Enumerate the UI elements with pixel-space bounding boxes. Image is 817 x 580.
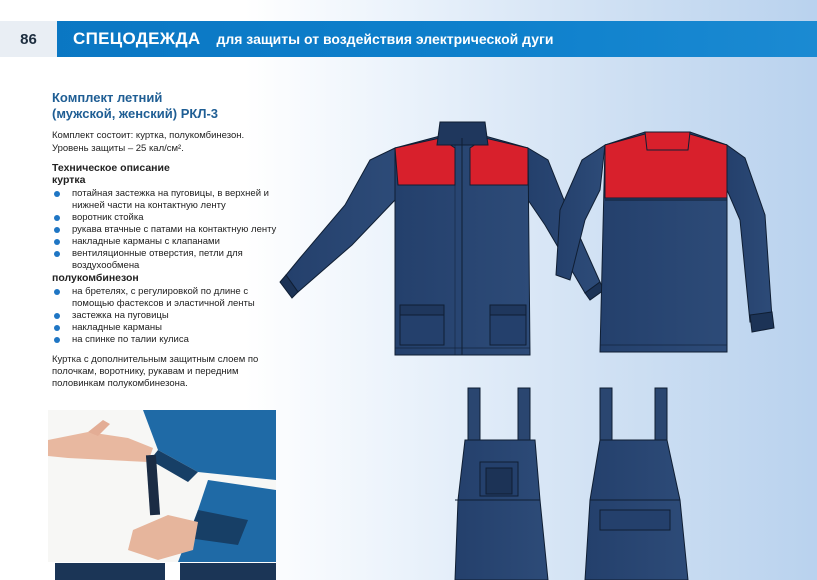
- section-title: СПЕЦОДЕЖДА: [73, 29, 201, 48]
- tech-heading: Техническое описание: [52, 162, 170, 174]
- list-item: накладные карманы: [52, 322, 292, 334]
- protection-line: Уровень защиты – 25 кал/см².: [52, 142, 184, 154]
- overall-back-illustration: [585, 388, 688, 580]
- list-item: вентиляционные отверстия, петли для воздухообмена: [52, 248, 292, 272]
- jacket-heading: куртка: [52, 174, 86, 186]
- list-item: воротник стойка: [52, 212, 292, 224]
- section-subtitle: для защиты от воздействия электрической дуги: [216, 31, 554, 47]
- list-item: на спинке по талии кулиса: [52, 334, 292, 346]
- jacket-front-illustration: [280, 122, 604, 355]
- product-title-line1: Комплект летний: [52, 90, 163, 105]
- list-item: на бретелях, с регулировкой по длине с помощью фастексов и эластичной ленты: [52, 286, 292, 310]
- list-item: застежка на пуговицы: [52, 310, 292, 322]
- overall-front-illustration: [455, 388, 548, 580]
- composition-line: Комплект состоит: куртка, полукомбинезон.: [52, 130, 245, 141]
- list-item: рукава втачные с патами на контактную ленту: [52, 224, 292, 236]
- page-number: 86: [0, 21, 57, 57]
- list-item: накладные карманы с клапанами: [52, 236, 292, 248]
- note-text: Куртка с дополнительным защитным слоем по полочкам, воротнику, рукавам и передним половинкам полукомбинезона.: [52, 354, 259, 389]
- overall-heading: полукомбинезон: [52, 272, 139, 284]
- list-item: потайная застежка на пуговицы, в верхней и нижней части на контактную ленту: [52, 188, 292, 212]
- product-title-line2: (мужской, женский) РКЛ-3: [52, 106, 219, 121]
- jacket-back-illustration: [556, 132, 774, 352]
